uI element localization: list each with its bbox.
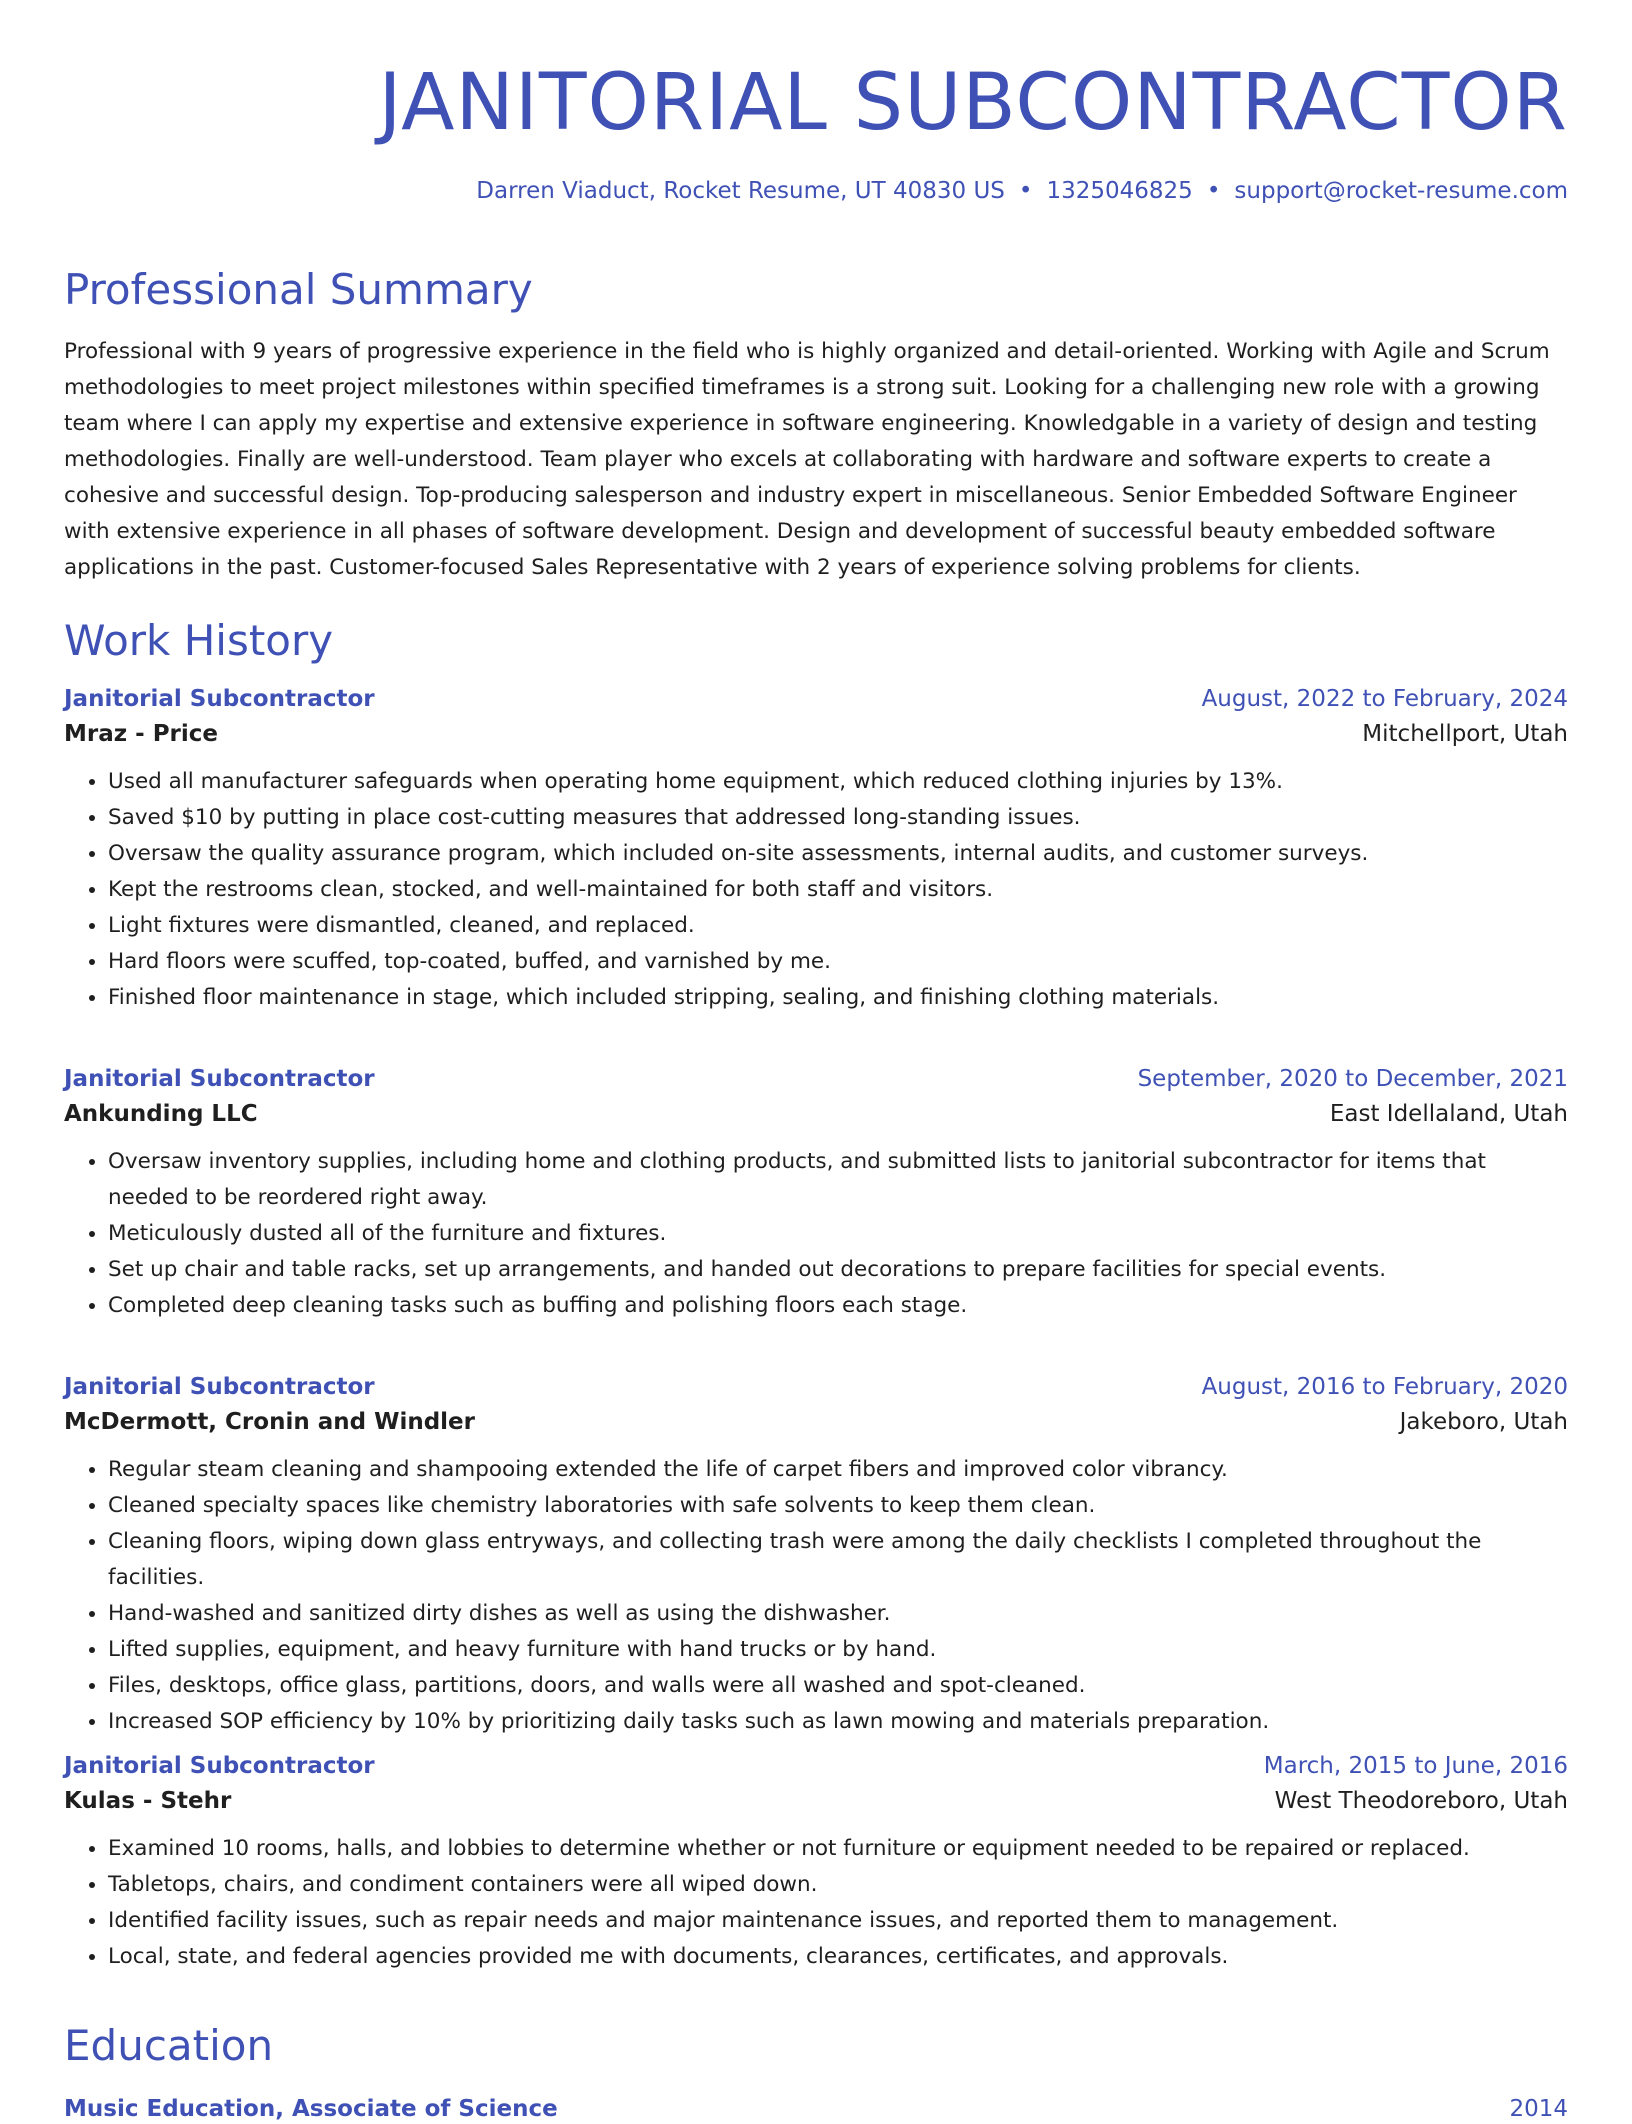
summary-heading: Professional Summary <box>64 265 533 314</box>
job-bullet: • Finished floor maintenance in stage, which included stripping, sealing, and finishing clothing materials. <box>108 980 1568 1016</box>
job-location: West Theodoreboro, Utah <box>1274 1788 1568 1814</box>
job-dates: August, 2022 to February, 2024 <box>1201 686 1568 712</box>
contact-line <box>476 176 1568 206</box>
job-bullets <box>64 1831 1568 1975</box>
job-company: McDermott, Cronin and Windler <box>64 1409 476 1435</box>
job-bullet: • Saved $10 by putting in place cost-cutting measures that addressed long-standing issues. <box>108 800 1568 836</box>
job-bullet: • Examined 10 rooms, halls, and lobbies to determine whether or not furniture or equipment needed to be repaired or replaced. <box>108 1831 1568 1867</box>
job-entry <box>64 1751 1568 1975</box>
job-bullet: • Hard floors were scuffed, top-coated, buffed, and varnished by me. <box>108 944 1568 980</box>
job-title: Janitorial Subcontractor <box>64 1374 375 1400</box>
work-history-heading: Work History <box>64 616 334 665</box>
job-entry <box>64 684 1568 1016</box>
job-bullet: • Meticulously dusted all of the furniture and fixtures. <box>108 1216 1568 1252</box>
job-bullets <box>64 1144 1568 1324</box>
job-location: Jakeboro, Utah <box>1399 1409 1568 1435</box>
job-entry <box>64 1064 1568 1324</box>
job-title: Janitorial Subcontractor <box>64 1753 375 1779</box>
job-dates: September, 2020 to December, 2021 <box>1137 1066 1568 1092</box>
job-bullet: • Hand-washed and sanitized dirty dishes as well as using the dishwasher. <box>108 1596 1568 1632</box>
job-bullet: • Cleaning floors, wiping down glass entryways, and collecting trash were among the daily checklists I completed throughout the facilities. <box>108 1524 1568 1596</box>
contact-phone: 1325046825 <box>1046 178 1193 204</box>
job-bullet: • Lifted supplies, equipment, and heavy furniture with hand trucks or by hand. <box>108 1632 1568 1668</box>
education-entry <box>64 2094 1568 2124</box>
job-bullet: • Oversaw inventory supplies, including home and clothing products, and submitted lists to janitorial subcontractor for items that needed to be reordered right away. <box>108 1144 1568 1216</box>
job-bullet: • Identified facility issues, such as repair needs and major maintenance issues, and reported them to management. <box>108 1903 1568 1939</box>
resume-title: JANITORIAL SUBCONTRACTOR <box>378 58 1568 148</box>
job-bullet: • Increased SOP efficiency by 10% by prioritizing daily tasks such as lawn mowing and materials preparation. <box>108 1704 1568 1740</box>
education-heading: Education <box>64 2021 274 2070</box>
contact-address: Darren Viaduct, Rocket Resume, UT 40830 US <box>476 178 1005 204</box>
education-year: 2014 <box>1509 2096 1568 2122</box>
job-bullet: • Kept the restrooms clean, stocked, and well-maintained for both staff and visitors. <box>108 872 1568 908</box>
job-company: Kulas - Stehr <box>64 1788 232 1814</box>
job-bullet: • Oversaw the quality assurance program, which included on-site assessments, internal audits, and customer surveys. <box>108 836 1568 872</box>
contact-separator: • <box>1206 178 1221 204</box>
education-degree: Music Education, Associate of Science <box>64 2096 558 2122</box>
job-bullets <box>64 764 1568 1016</box>
contact-separator: • <box>1018 178 1033 204</box>
job-company: Mraz - Price <box>64 721 219 747</box>
job-dates: August, 2016 to February, 2020 <box>1201 1374 1568 1400</box>
job-location: East Idellaland, Utah <box>1329 1101 1568 1127</box>
job-bullets <box>64 1452 1568 1740</box>
job-bullet: • Regular steam cleaning and shampooing extended the life of carpet fibers and improved color vibrancy. <box>108 1452 1568 1488</box>
summary-text: Professional with 9 years of progressive experience in the field who is highly organized and detail-oriented. Working with Agile and Scrum methodologies to meet project milestones within specified timeframes is a strong suit. Looking for a challenging new role with a growing team where I can apply my expertise and extensive experience in software engineering. Knowledgable in a variety of design and testing methodologies. Finally are well-understood. Team player who excels at collaborating with hardware and software experts to create a cohesive and successful design. Top-producing salesperson and industry expert in miscellaneous. Senior Embedded Software Engineer with extensive experience in all phases of software development. Design and development of successful beauty embedded software applications in the past. Customer-focused Sales Representative with 2 years of experience solving problems for clients. <box>64 339 1550 580</box>
job-title: Janitorial Subcontractor <box>64 1066 375 1092</box>
job-entry <box>64 1372 1568 1740</box>
job-bullet: • Light fixtures were dismantled, cleaned, and replaced. <box>108 908 1568 944</box>
job-bullet: • Local, state, and federal agencies provided me with documents, clearances, certificates, and approvals. <box>108 1939 1568 1975</box>
job-bullet: • Completed deep cleaning tasks such as buffing and polishing floors each stage. <box>108 1288 1568 1324</box>
job-bullet: • Used all manufacturer safeguards when operating home equipment, which reduced clothing injuries by 13%. <box>108 764 1568 800</box>
job-company: Ankunding LLC <box>64 1101 258 1127</box>
job-bullet: • Tabletops, chairs, and condiment containers were all wiped down. <box>108 1867 1568 1903</box>
contact-email: support@rocket-resume.com <box>1234 178 1568 204</box>
job-title: Janitorial Subcontractor <box>64 686 375 712</box>
job-dates: March, 2015 to June, 2016 <box>1263 1753 1568 1779</box>
job-location: Mitchellport, Utah <box>1362 721 1568 747</box>
job-bullet: • Cleaned specialty spaces like chemistry laboratories with safe solvents to keep them clean. <box>108 1488 1568 1524</box>
job-bullet: • Set up chair and table racks, set up arrangements, and handed out decorations to prepare facilities for special events. <box>108 1252 1568 1288</box>
job-bullet: • Files, desktops, office glass, partitions, doors, and walls were all washed and spot-cleaned. <box>108 1668 1568 1704</box>
